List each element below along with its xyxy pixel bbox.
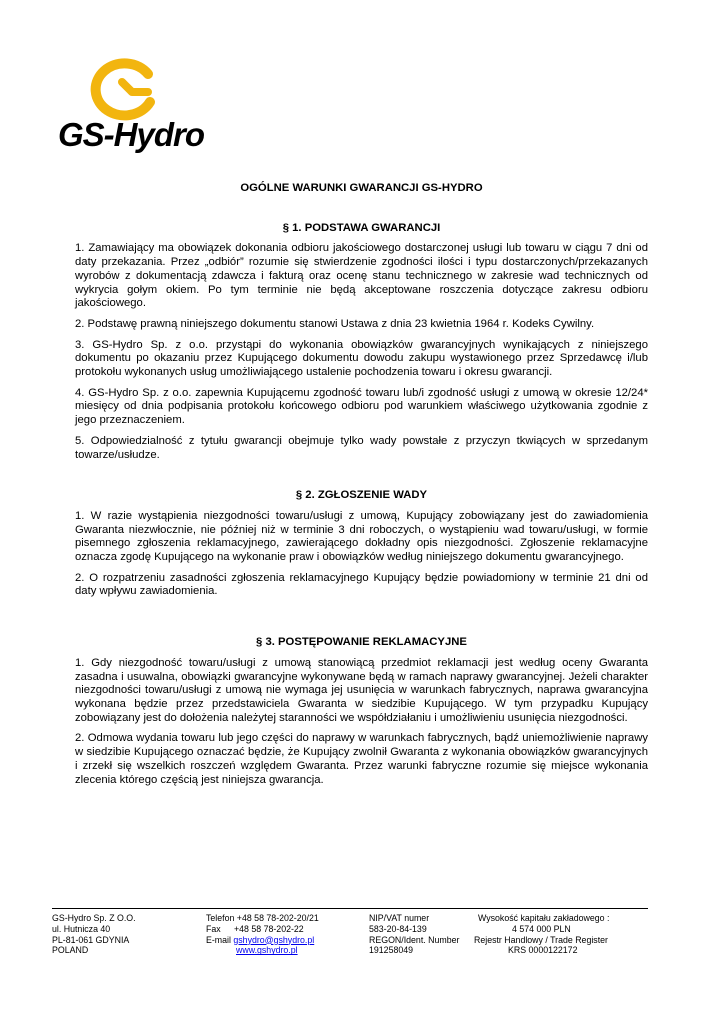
paragraph: 2. Podstawę prawną niniejszego dokumentu stanowi Ustawa z dnia 23 kwietnia 1964 r. Kodeks Cywilny. <box>75 317 595 330</box>
paragraph: 1. Zamawiający ma obowiązek dokonania odbioru jakościowego dostarczonej usługi lub towaru w ciągu 7 dni od daty przekazania. Przez „odbiór” rozumie się stwierdzenie zgodności ilości i typu dostarczonych/przekazanych wyrobów z dokumentacją zdawcza i fakturą oraz ocenę stanu technicznego w zakresie wad technicznych od wykrycia gołym okiem. Po tym terminie nie będą akceptowane roszczenia dotyczące zakresu odbioru jakościowego. <box>75 242 648 310</box>
country: POLAND <box>52 945 89 956</box>
paragraph: 2. O rozpatrzeniu zasadności zgłoszenia reklamacyjnego Kupujący będzie powiadomiony w terminie 21 dni od daty wpływu zawiadomienia. <box>75 571 648 598</box>
postal-city: PL-81-061 GDYNIA <box>52 934 130 945</box>
footer-tax-ids <box>369 913 459 956</box>
footer-divider <box>52 908 648 909</box>
document-title: OGÓLNE WARUNKI GWARANCJI GS-HYDRO <box>240 182 483 194</box>
paragraph: 1. W razie wystąpienia niezgodności towaru/usługi z umową, Kupujący zobowiązany jest do zawiadomienia Gwaranta niezwłocznie, nie później niż w terminie 3 dni roboczych, o wystąpieniu wad towaru/usługi, w formie pisemnego zgłoszenia reklamacyjnego, zawierającego dokładny opis niezgodności. Zgłoszenie reklamacyjne oznacza zgodę Kupującego na wykonanie praw i obowiązków według niniejszego dokumentu gwarancyjnego. <box>75 509 648 564</box>
vat-number: 583-20-84-139 <box>369 923 427 934</box>
company-logo <box>52 52 212 158</box>
register-number: KRS 0000122172 <box>508 945 578 956</box>
footer-company-address <box>52 913 136 956</box>
fax-number: +48 58 78-202-22 <box>234 923 304 934</box>
section-1 <box>75 222 648 463</box>
capital-label: Wysokość kapitału zakładowego : <box>478 913 610 923</box>
fax-label: Fax <box>206 923 221 934</box>
regon-label: REGON/Ident. Number <box>369 934 460 945</box>
footer-registration <box>474 913 610 956</box>
section-2 <box>75 489 648 599</box>
capital-value: 4 574 000 PLN <box>512 923 571 934</box>
document-body <box>75 182 648 794</box>
footer-contact <box>206 913 319 956</box>
website-link[interactable]: www.gshydro.pl <box>236 945 298 956</box>
paragraph: 4. GS-Hydro Sp. z o.o. zapewnia Kupującemu zgodność towaru lub/i zgodność usługi z umową w okresie 12/24* miesięcy od dnia podpisania protokołu końcowego odbioru pod warunkiem właściwego użytkowania zgodnie z jego przeznaczeniem. <box>75 386 648 427</box>
paragraph: 3. GS-Hydro Sp. z o.o. przystąpi do wykonania obowiązków gwarancyjnych wynikających z niniejszego dokumentu po okazaniu przez Kupującego dokumentu dowodu zakupu wystawionego przez Sprzedawcę i/lub protokołu wykonanych usług umożliwiającego ustalenie pochodzenia towaru i okresu gwarancji. <box>75 338 648 379</box>
phone-number: Telefon +48 58 78-202-20/21 <box>206 913 319 923</box>
logo-wordmark: GS-Hydro <box>58 116 205 153</box>
company-name: GS-Hydro Sp. Z O.O. <box>52 913 136 923</box>
section-title: § 1. PODSTAWA GWARANCJI <box>282 221 441 234</box>
paragraph: 5. Odpowiedzialność z tytułu gwarancji obejmuje tylko wady powstałe z przyczyn tkwiących w sprzedanym towarze/usłudze. <box>75 434 648 461</box>
section-title: § 2. ZGŁOSZENIE WADY <box>295 489 428 502</box>
paragraph: 1. Gdy niezgodność towaru/usługi z umową stanowiącą przedmiot reklamacji jest według oceny Gwaranta zasadna i usuwalna, obowiązki gwarancyjne wykonywane będą w ramach naprawy gwarancyjnej. Jeżeli charakter niezgodności towaru/usługi z umową nie wymaga jej usunięcia w warunkach fabrycznych, naprawa gwarancyjna wykonana będzie przez przedstawiciela Gwaranta w siedzibie Kupującego. W tym przypadku Kupujący zobowiązany jest do dołożenia należytej staranności we współdziałaniu i umożliwieniu usunięcia niezgodności. <box>75 656 648 724</box>
section-title: § 3. POSTĘPOWANIE REKLAMACYJNE <box>256 636 467 649</box>
street-address: ul. Hutnicza 40 <box>52 923 111 934</box>
email-link[interactable]: gshydro@gshydro.pl <box>233 934 315 945</box>
regon-number: 191258049 <box>369 945 414 956</box>
section-3 <box>75 636 648 787</box>
gs-hydro-logo-graphic <box>52 52 212 158</box>
email-label: E-mail <box>206 934 231 945</box>
register-label: Rejestr Handlowy / Trade Register <box>474 934 608 945</box>
paragraph: 2. Odmowa wydania towaru lub jego części do naprawy w warunkach fabrycznych, bądź uniemożliwienie naprawy w siedzibie Kupującego oznaczać będzie, że Kupujący zwolnił Gwaranta z wykonania obowiązków gwarancyjnych i zrzekł się wszelkich roszczeń względem Gwaranta. Przez warunki fabryczne rozumie się miejsce wykonania zlecenia którego częścią jest niniejsza gwarancja. <box>75 732 648 786</box>
vat-label: NIP/VAT numer <box>369 913 430 923</box>
